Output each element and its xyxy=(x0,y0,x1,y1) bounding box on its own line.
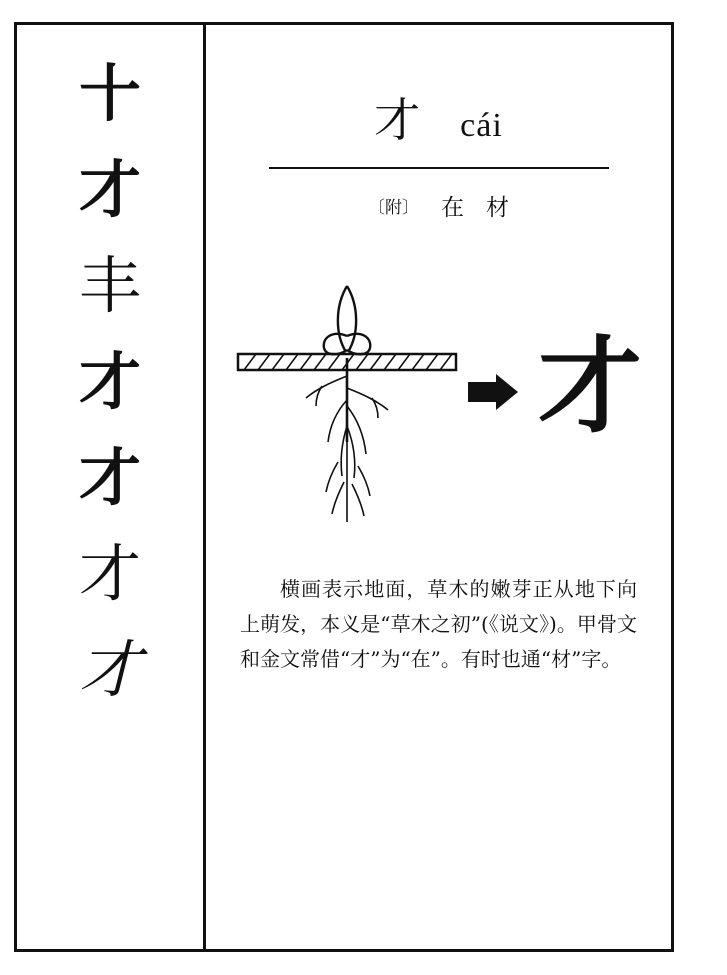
sprout-svg xyxy=(232,276,462,526)
evolution-glyph-bronze: 才 xyxy=(78,153,141,226)
evolution-glyph-regular: 才 xyxy=(78,441,141,514)
etymology-illustration xyxy=(232,276,652,526)
explanation-paragraph: 横画表示地面，草木的嫩芽正从地下向上萌发，本义是“草木之初”(《说文》)。甲骨文和金文常借“才”为“在”。有时也通“材”字。 xyxy=(240,577,637,671)
evolution-glyph-oracle-bone: 十 xyxy=(78,57,141,130)
script-evolution-column xyxy=(17,25,203,949)
sprout-bud xyxy=(324,286,371,354)
page-frame xyxy=(14,22,674,952)
sprout-drawing xyxy=(232,276,462,526)
variant-characters-row xyxy=(232,189,645,222)
arrow-icon xyxy=(466,372,522,412)
transformation-arrow xyxy=(466,372,522,412)
headword-character: 才 xyxy=(374,93,421,147)
variants-tag-label: 〔附〕 xyxy=(368,198,419,218)
evolution-glyph-clerical: 才 xyxy=(78,345,141,418)
pinyin-reading: cái xyxy=(460,107,503,144)
evolution-glyph-running: 才 xyxy=(78,537,141,610)
derived-character-block xyxy=(528,325,652,464)
evolution-glyph-cursive: 才 xyxy=(78,633,141,706)
variant-character-cai: 材 xyxy=(486,195,509,221)
header-rule xyxy=(269,167,609,169)
evolution-glyph-seal: 丰 xyxy=(78,249,141,322)
entry-panel xyxy=(206,25,671,949)
headword-row xyxy=(232,93,645,147)
derived-glyph: 才 xyxy=(537,325,642,447)
variant-character-zai: 在 xyxy=(441,195,464,221)
